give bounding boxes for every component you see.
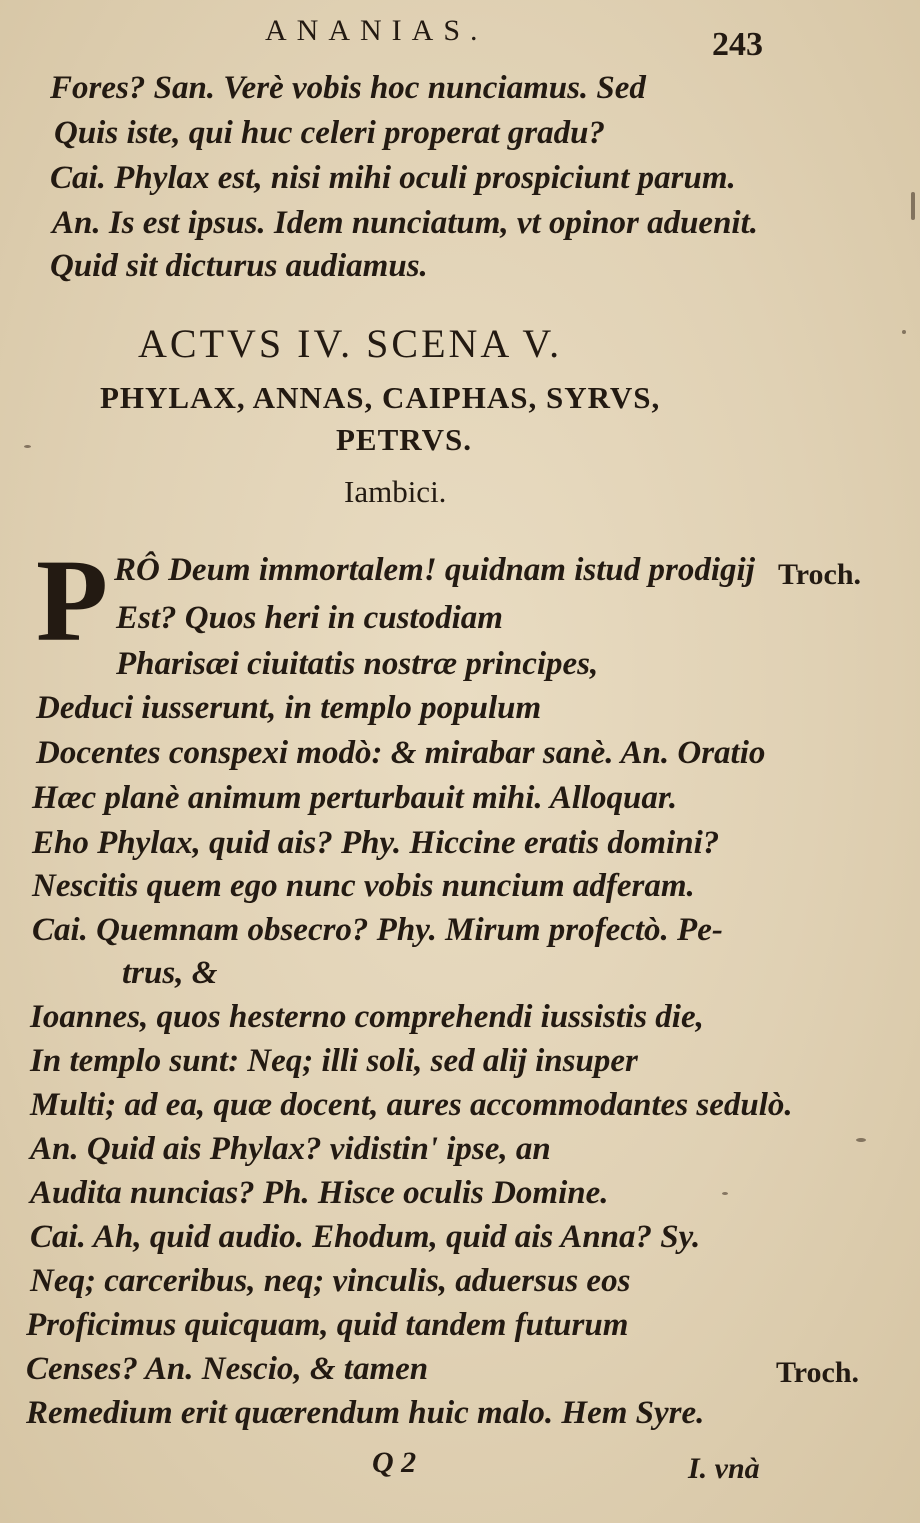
ink-speck — [856, 1138, 866, 1142]
text-line: Neq; carceribus, neq; vinculis, aduersus eos — [30, 1263, 631, 1299]
drop-cap: P — [36, 535, 109, 666]
margin-note: Troch. — [776, 1356, 860, 1389]
text-line: Ioannes, quos hesterno comprehendi iussistis die, — [30, 999, 704, 1035]
scene-title: ACTVS IV. SCENA V. — [138, 321, 563, 366]
text-line: Deduci iusserunt, in templo populum — [36, 690, 542, 726]
text-line: Hæc planè animum perturbauit mihi. Alloquar. — [32, 780, 678, 816]
text-line: In templo sunt: Neq; illi soli, sed alij insuper — [30, 1043, 638, 1079]
text-line: Quis iste, qui huc celeri properat gradu? — [54, 115, 605, 151]
persons-line: PHYLAX, ANNAS, CAIPHAS, SYRVS, — [100, 380, 661, 415]
text-line: An. Quid ais Phylax? vidistin' ipse, an — [30, 1131, 551, 1167]
text-line: An. Is est ipsus. Idem nunciatum, vt opinor aduenit. — [52, 205, 759, 241]
catchword: I. vnà — [688, 1452, 760, 1485]
text-line: Multi; ad ea, quæ docent, aures accommodantes sedulò. — [30, 1087, 793, 1123]
text-line: Nescitis quem ego nunc vobis nuncium adferam. — [32, 868, 695, 904]
text-line: Remedium erit quærendum huic malo. Hem Syre. — [26, 1395, 705, 1431]
page-number: 243 — [712, 26, 763, 63]
text-line: Est? Quos heri in custodiam — [116, 600, 503, 636]
text-line: Cai. Phylax est, nisi mihi oculi prospiciunt parum. — [50, 160, 736, 196]
text-line: RÔ Deum immortalem! quidnam istud prodigij — [114, 552, 755, 588]
signature-mark: Q 2 — [372, 1446, 417, 1479]
text-line: Cai. Quemnam obsecro? Phy. Mirum profectò. Pe- — [32, 912, 723, 948]
ink-speck — [911, 192, 915, 220]
text-line: Proficimus quicquam, quid tandem futurum — [26, 1307, 629, 1343]
running-title: ANANIAS. — [265, 14, 488, 47]
ink-speck — [902, 330, 906, 334]
text-line: Quid sit dicturus audiamus. — [50, 248, 428, 284]
text-line: Cai. Ah, quid audio. Ehodum, quid ais Anna? Sy. — [30, 1219, 701, 1255]
margin-note: Troch. — [778, 558, 862, 591]
text-line: Pharisæi ciuitatis nostræ principes, — [116, 646, 599, 682]
text-line: Fores? San. Verè vobis hoc nunciamus. Sed — [50, 70, 646, 106]
persons-line: PETRVS. — [336, 422, 472, 457]
text-line: Docentes conspexi modò: & mirabar sanè. An. Oratio — [36, 735, 766, 771]
text-line: Eho Phylax, quid ais? Phy. Hiccine eratis domini? — [32, 825, 720, 861]
ink-speck — [722, 1192, 728, 1195]
text-line: trus, & — [122, 955, 218, 991]
text-line: Audita nuncias? Ph. Hisce oculis Domine. — [30, 1175, 609, 1211]
ink-speck — [24, 445, 31, 448]
text-line: Censes? An. Nescio, & tamen — [26, 1351, 429, 1387]
metre-label: Iambici. — [344, 474, 447, 509]
